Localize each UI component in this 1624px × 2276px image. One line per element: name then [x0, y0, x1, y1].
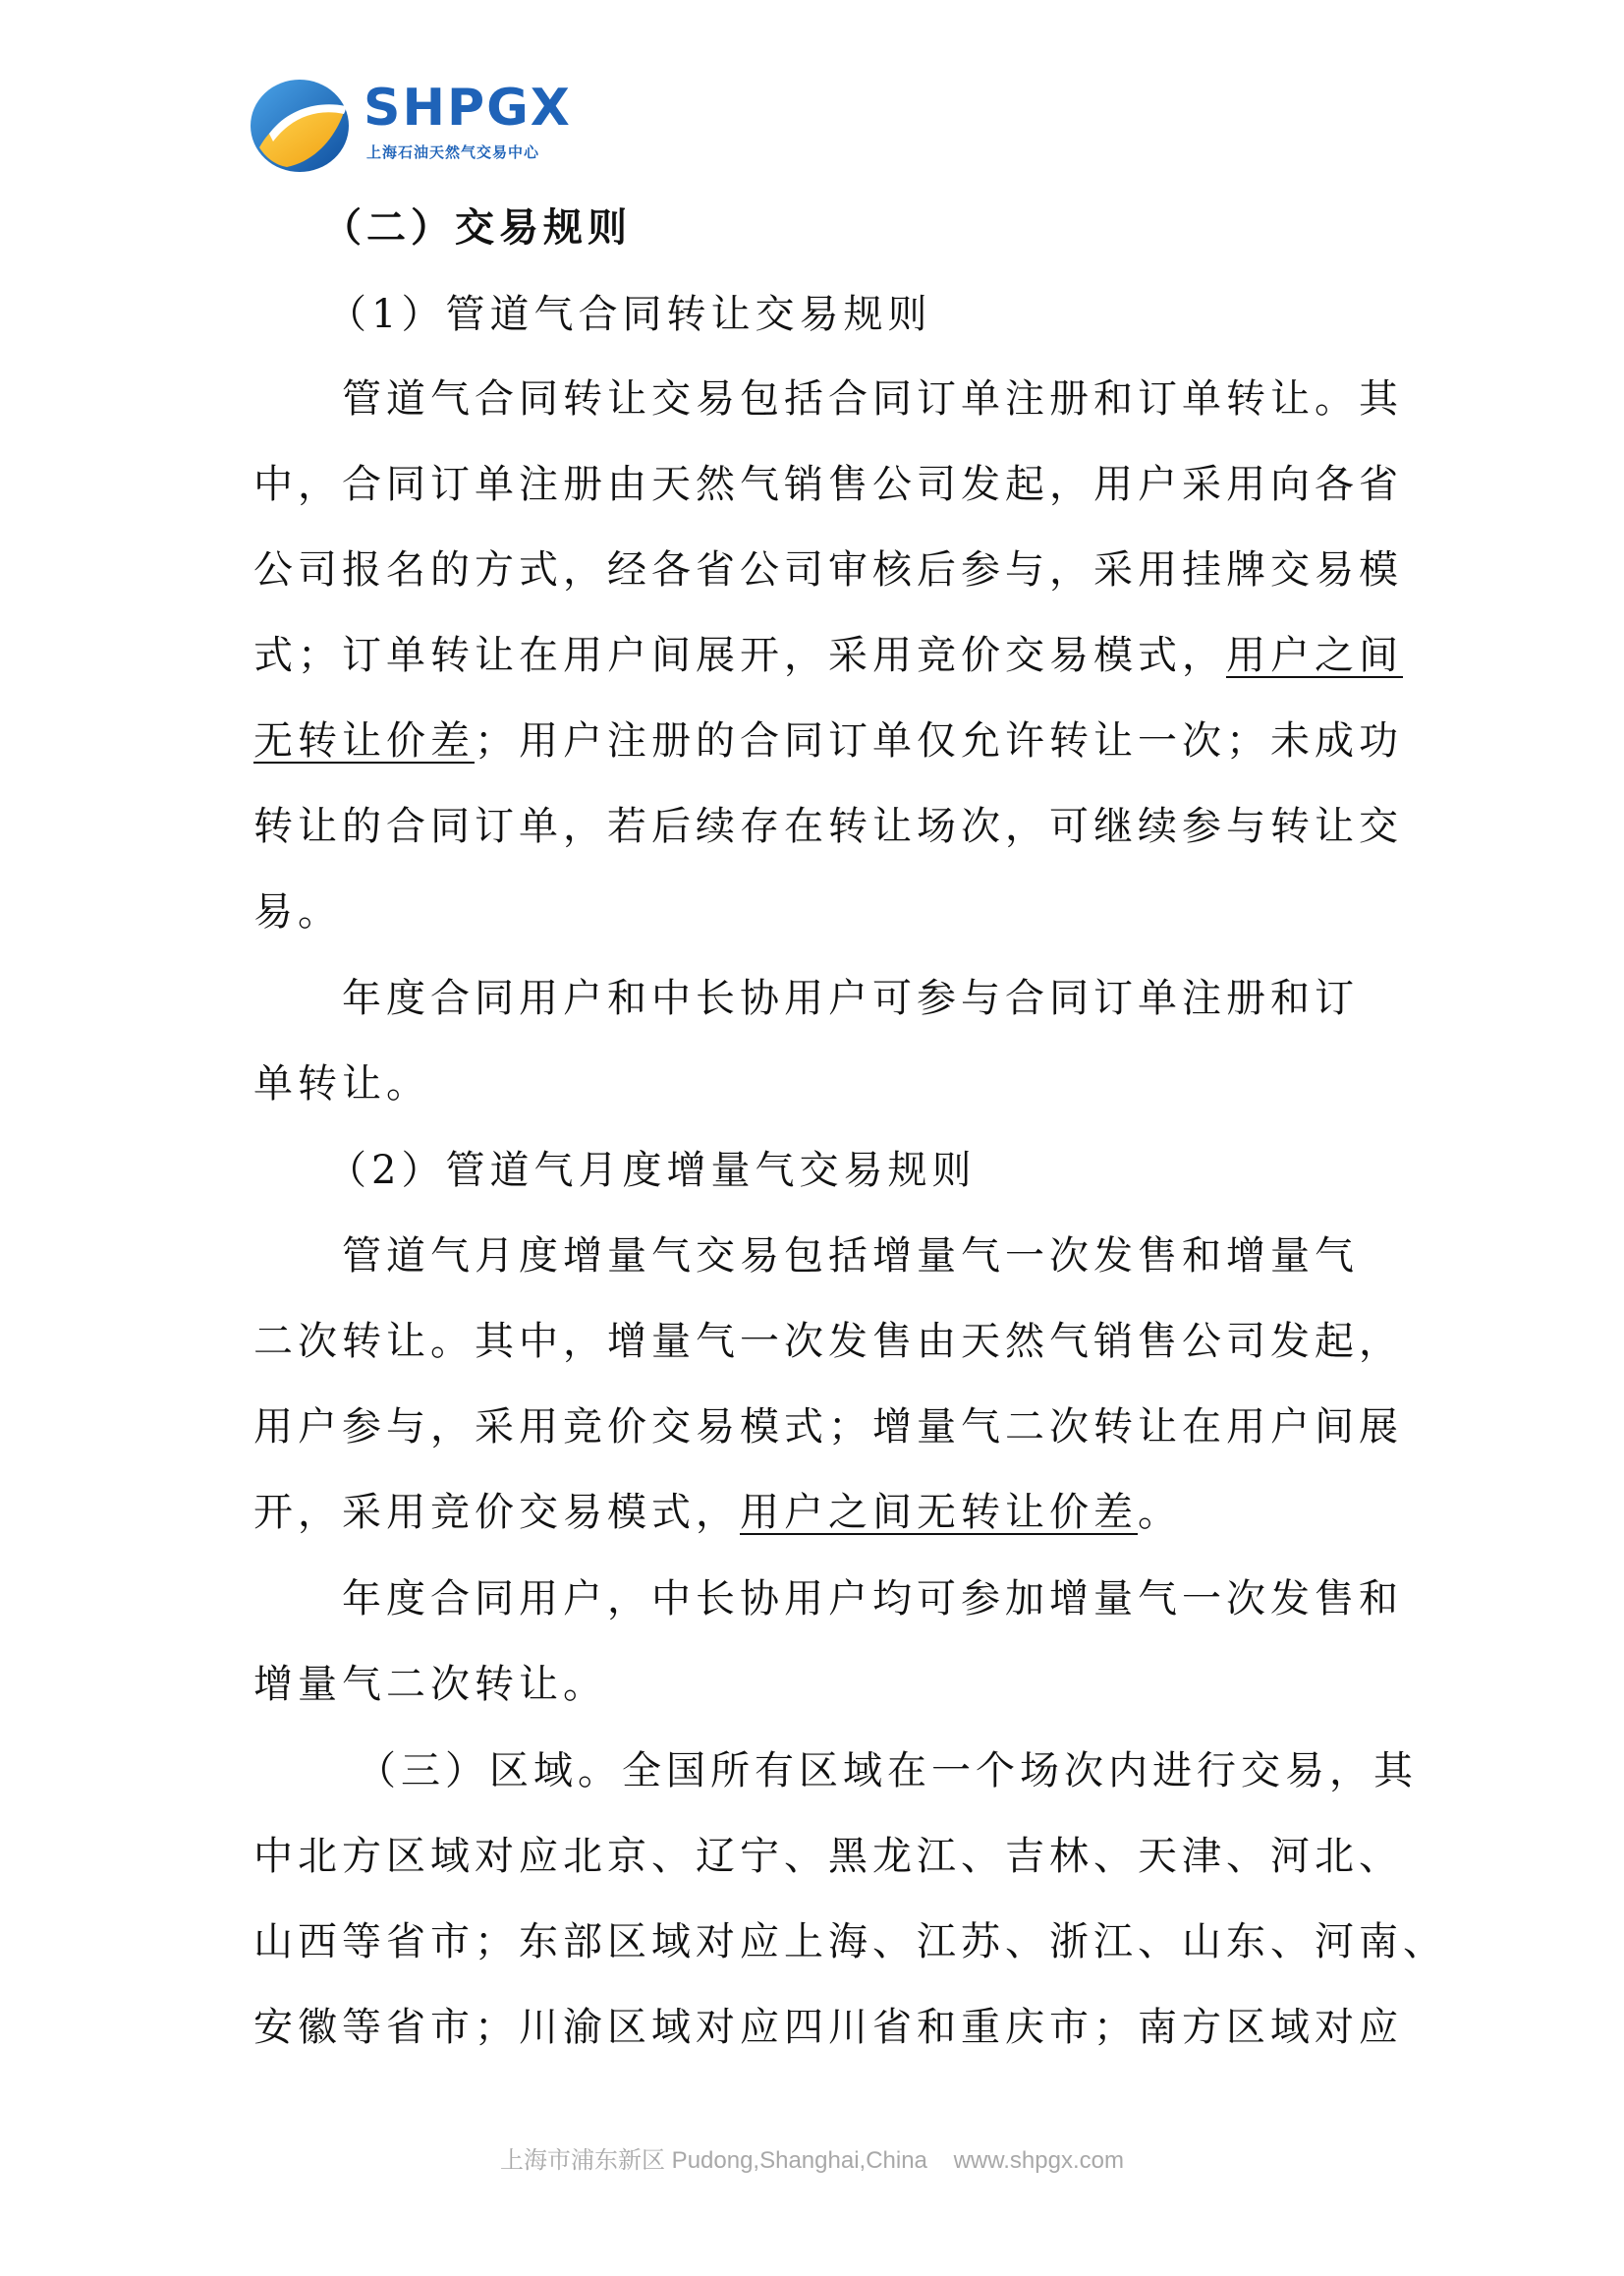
paragraph-line: 单转让。 — [253, 1061, 430, 1107]
brand-subtitle: 上海石油天然气交易中心 — [366, 143, 540, 161]
footer-location: 上海市浦东新区 Pudong,Shanghai,China — [500, 2147, 927, 2174]
subheading-incremental-gas: （2）管道气月度增量气交易规则 — [327, 1148, 977, 1193]
paragraph-line: 年度合同用户，中长协用户均可参加增量气一次发售和 — [342, 1576, 1403, 1622]
paragraph-line: 年度合同用户和中长协用户可参与合同订单注册和订 — [342, 976, 1359, 1021]
paragraph-line: 安徽等省市；川渝区域对应四川省和重庆市；南方区域对应 — [253, 2005, 1403, 2050]
shpgx-logo — [248, 77, 582, 175]
paragraph-line: 易。 — [253, 889, 342, 935]
shpgx-emblem-icon — [248, 77, 352, 175]
paragraph-line: 公司报名的方式，经各省公司审核后参与，采用挂牌交易模 — [253, 547, 1403, 593]
paragraph-line: 中，合同订单注册由天然气销售公司发起，用户采用向各省 — [253, 462, 1403, 507]
text-run: ；用户注册的合同订单仅允许转让一次；未成功 — [475, 718, 1403, 764]
paragraph-line: 增量气二次转让。 — [253, 1662, 607, 1707]
page-footer — [0, 2140, 1624, 2175]
brand-name: SHPGX — [364, 79, 572, 138]
text-run: 。 — [1138, 1490, 1182, 1535]
paragraph-line — [253, 1487, 1182, 1538]
paragraph-line — [253, 630, 1403, 681]
paragraph-line: 用户参与，采用竞价交易模式；增量气二次转让在用户间展 — [253, 1404, 1403, 1450]
paragraph-line: 中北方区域对应北京、辽宁、黑龙江、吉林、天津、河北、 — [253, 1834, 1403, 1879]
text-run: 式；订单转让在用户间展开，采用竞价交易模式， — [253, 633, 1226, 678]
paragraph-line: 转让的合同订单，若后续存在转让场次，可继续参与转让交 — [253, 804, 1403, 849]
subheading-contract-transfer: （1）管道气合同转让交易规则 — [327, 292, 932, 337]
underlined-text: 无转让价差 — [253, 718, 475, 764]
footer-website: www.shpgx.com — [953, 2147, 1124, 2174]
paragraph-line: （三）区域。全国所有区域在一个场次内进行交易，其 — [357, 1748, 1418, 1793]
paragraph-line: 二次转让。其中，增量气一次发售由天然气销售公司发起， — [253, 1319, 1403, 1364]
section-heading: （二）交易规则 — [322, 205, 632, 251]
paragraph-line: 山西等省市；东部区域对应上海、江苏、浙江、山东、河南、 — [253, 1919, 1447, 1964]
paragraph-line — [253, 715, 1403, 767]
text-run: 开，采用竞价交易模式， — [253, 1490, 740, 1535]
paragraph-line: 管道气月度增量气交易包括增量气一次发售和增量气 — [342, 1233, 1359, 1279]
paragraph-line: 管道气合同转让交易包括合同订单注册和订单转让。其 — [342, 376, 1403, 422]
underlined-text: 用户之间无转让价差 — [740, 1490, 1138, 1535]
underlined-text: 用户之间 — [1226, 633, 1403, 678]
